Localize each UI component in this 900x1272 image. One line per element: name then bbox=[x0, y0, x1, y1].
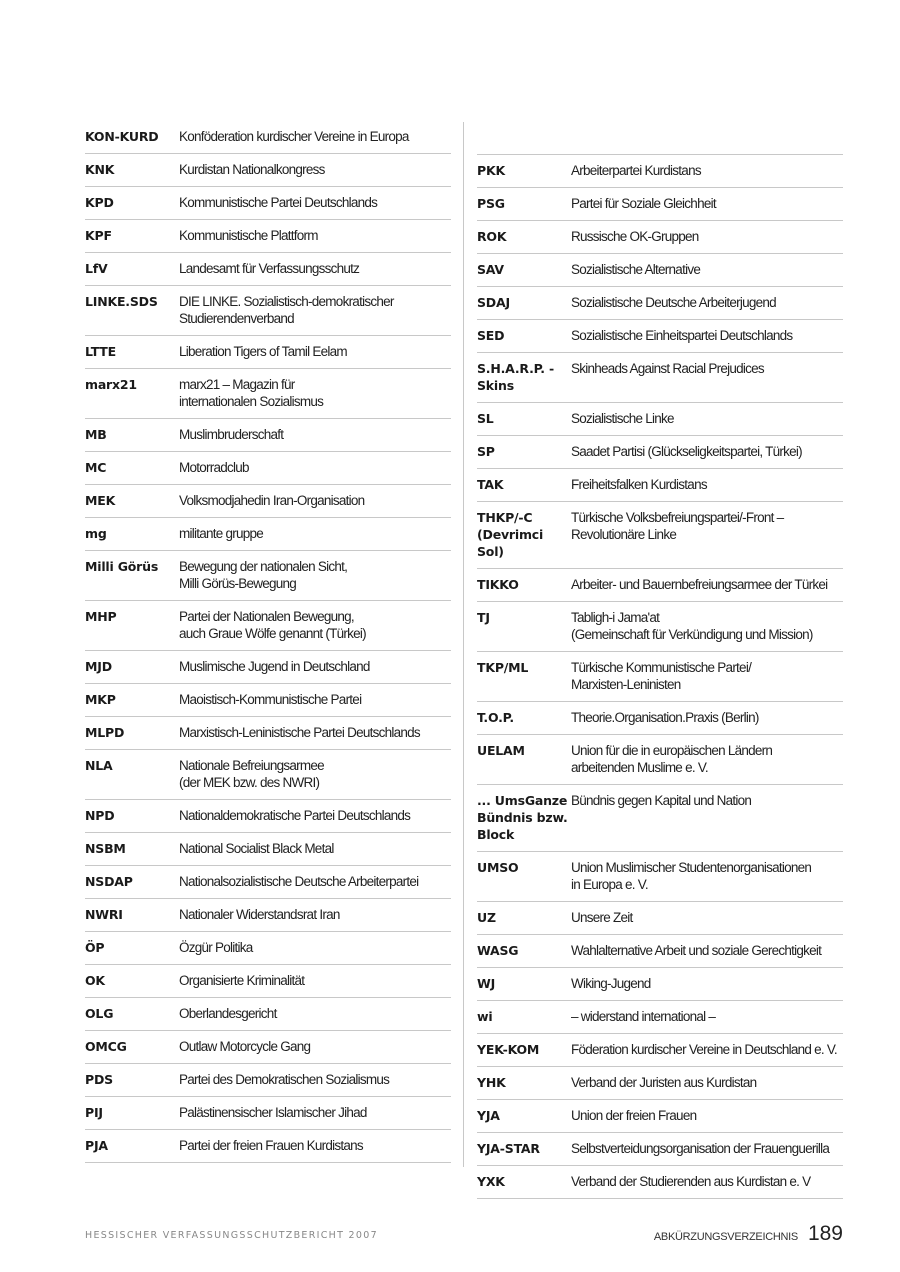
abbreviation: PKK bbox=[477, 163, 505, 178]
abbreviation-entry bbox=[85, 833, 451, 866]
abbreviation-entry bbox=[85, 651, 451, 684]
abbreviation: YHK bbox=[477, 1075, 506, 1090]
definition: Wahlalternative Arbeit und soziale Gerechtigkeit bbox=[571, 943, 822, 958]
definition: Marxistisch-Leninistische Partei Deutschlands bbox=[179, 725, 420, 740]
abbreviation: MKP bbox=[85, 692, 116, 707]
abbreviation: YJA bbox=[477, 1108, 500, 1123]
abbreviation-entry bbox=[477, 1067, 843, 1100]
abbreviation: SDAJ bbox=[477, 295, 510, 310]
abbreviation-entry bbox=[477, 902, 843, 935]
definition: Bewegung der nationalen Sicht, Milli Görüs-Bewegung bbox=[179, 559, 348, 591]
abbreviation: OLG bbox=[85, 1006, 114, 1021]
definition: Partei der Nationalen Bewegung, auch Graue Wölfe genannt (Türkei) bbox=[179, 609, 366, 641]
abbreviation: NWRI bbox=[85, 907, 123, 922]
definition: Sozialistische Linke bbox=[571, 411, 674, 426]
abbreviation-entry bbox=[477, 254, 843, 287]
abbreviation-entry bbox=[477, 852, 843, 902]
abbreviation-entry bbox=[477, 968, 843, 1001]
abbreviation: S.H.A.R.P. - Skins bbox=[477, 361, 554, 393]
abbreviation: NSDAP bbox=[85, 874, 133, 889]
abbreviation-entry bbox=[85, 684, 451, 717]
abbreviation-entry bbox=[477, 1034, 843, 1067]
abbreviation: T.O.P. bbox=[477, 710, 514, 725]
definition: Sozialistische Alternative bbox=[571, 262, 701, 277]
abbreviation: MLPD bbox=[85, 725, 125, 740]
abbreviation: YJA-STAR bbox=[477, 1141, 540, 1156]
abbreviation: SL bbox=[477, 411, 494, 426]
abbreviation-entry bbox=[477, 735, 843, 785]
abbreviation-entry bbox=[477, 569, 843, 602]
abbreviation: OK bbox=[85, 973, 105, 988]
abbreviation: PSG bbox=[477, 196, 505, 211]
abbreviation-entry bbox=[85, 932, 451, 965]
abbreviation-entry bbox=[477, 1001, 843, 1034]
abbreviation: SAV bbox=[477, 262, 504, 277]
abbreviation: PDS bbox=[85, 1072, 113, 1087]
footer-publication-title: HESSISCHER VERFASSUNGSSCHUTZBERICHT 2007 bbox=[85, 1230, 378, 1241]
abbreviation-entry bbox=[477, 436, 843, 469]
definition: Partei des Demokratischen Sozialismus bbox=[179, 1072, 390, 1087]
abbreviation-entry bbox=[85, 220, 451, 253]
abbreviation: WASG bbox=[477, 943, 519, 958]
definition: Union Muslimischer Studentenorganisationen in Europa e. V. bbox=[571, 860, 812, 892]
abbreviation-entry bbox=[85, 419, 451, 452]
abbreviation-entry bbox=[477, 1166, 843, 1199]
definition: DIE LINKE. Sozialistisch-demokratischer Studierendenverband bbox=[179, 294, 394, 326]
abbreviation: marx21 bbox=[85, 377, 137, 392]
abbreviation: KPD bbox=[85, 195, 114, 210]
abbreviation-entry bbox=[477, 221, 843, 254]
abbreviation: PJA bbox=[85, 1138, 108, 1153]
abbreviation: KNK bbox=[85, 162, 115, 177]
definition: Selbstverteidungsorganisation der Frauenguerilla bbox=[571, 1141, 830, 1156]
definition: Kurdistan Nationalkongress bbox=[179, 162, 325, 177]
abbreviation-entry bbox=[85, 452, 451, 485]
abbreviation-entry bbox=[85, 551, 451, 601]
abbreviation: KPF bbox=[85, 228, 112, 243]
definition: Muslimische Jugend in Deutschland bbox=[179, 659, 370, 674]
abbreviation-entry bbox=[85, 1064, 451, 1097]
abbreviation-entry bbox=[85, 485, 451, 518]
abbreviation: LTTE bbox=[85, 344, 116, 359]
abbreviation-entry bbox=[85, 1130, 451, 1163]
abbreviation-entry bbox=[85, 187, 451, 220]
definition: Verband der Juristen aus Kurdistan bbox=[571, 1075, 757, 1090]
abbreviation: OMCG bbox=[85, 1039, 127, 1054]
abbreviation: wi bbox=[477, 1009, 493, 1024]
abbreviation-list-right bbox=[477, 121, 843, 1199]
abbreviation: NLA bbox=[85, 758, 113, 773]
abbreviation-entry bbox=[85, 1031, 451, 1064]
definition: Sozialistische Deutsche Arbeiterjugend bbox=[571, 295, 776, 310]
abbreviation-entry bbox=[85, 518, 451, 551]
definition: Partei für Soziale Gleichheit bbox=[571, 196, 716, 211]
abbreviation: UZ bbox=[477, 910, 496, 925]
abbreviation-entry bbox=[85, 336, 451, 369]
abbreviation-entry bbox=[477, 602, 843, 652]
abbreviation: SP bbox=[477, 444, 495, 459]
abbreviation-entry bbox=[477, 353, 843, 403]
abbreviation-entry bbox=[477, 935, 843, 968]
definition: Nationale Befreiungsarmee (der MEK bzw. des NWRI) bbox=[179, 758, 324, 790]
definition: Union der freien Frauen bbox=[571, 1108, 697, 1123]
definition: – widerstand international – bbox=[571, 1009, 716, 1024]
definition: Föderation kurdischer Vereine in Deutschland e. V. bbox=[571, 1042, 837, 1057]
definition: Tabligh-i Jama'at (Gemeinschaft für Verkündigung und Mission) bbox=[571, 610, 813, 642]
abbreviation: MEK bbox=[85, 493, 116, 508]
abbreviation: LINKE.SDS bbox=[85, 294, 158, 309]
abbreviation-entry bbox=[85, 1097, 451, 1130]
definition: Özgür Politika bbox=[179, 940, 253, 955]
abbreviation: YEK-KOM bbox=[477, 1042, 540, 1057]
abbreviation-entry bbox=[85, 866, 451, 899]
definition: Freiheitsfalken Kurdistans bbox=[571, 477, 707, 492]
abbreviation: PIJ bbox=[85, 1105, 103, 1120]
definition: Wiking-Jugend bbox=[571, 976, 651, 991]
definition: Nationalsozialistische Deutsche Arbeiterpartei bbox=[179, 874, 419, 889]
definition: Outlaw Motorcycle Gang bbox=[179, 1039, 311, 1054]
abbreviation: TJ bbox=[477, 610, 490, 625]
abbreviation-entry bbox=[85, 800, 451, 833]
abbreviation: ÖP bbox=[85, 940, 105, 955]
definition: Sozialistische Einheitspartei Deutschlands bbox=[571, 328, 793, 343]
definition: Nationaler Widerstandsrat Iran bbox=[179, 907, 340, 922]
definition: Landesamt für Verfassungsschutz bbox=[179, 261, 360, 276]
abbreviation-list-left bbox=[85, 121, 451, 1163]
abbreviation: TAK bbox=[477, 477, 504, 492]
abbreviation-entry bbox=[477, 1100, 843, 1133]
definition: Saadet Partisi (Glückseligkeitspartei, Türkei) bbox=[571, 444, 802, 459]
definition: Kommunistische Plattform bbox=[179, 228, 318, 243]
definition: Palästinensischer Islamischer Jihad bbox=[179, 1105, 367, 1120]
footer-right bbox=[654, 1222, 843, 1246]
definition: Bündnis gegen Kapital und Nation bbox=[571, 793, 752, 808]
definition: marx21 – Magazin für internationalen Sozialismus bbox=[179, 377, 324, 409]
abbreviation-entry bbox=[477, 154, 843, 188]
abbreviation-entry bbox=[477, 502, 843, 569]
definition: Partei der freien Frauen Kurdistans bbox=[179, 1138, 363, 1153]
abbreviation: UMSO bbox=[477, 860, 519, 875]
definition: Unsere Zeit bbox=[571, 910, 633, 925]
abbreviation-entry bbox=[85, 121, 451, 154]
definition: National Socialist Black Metal bbox=[179, 841, 334, 856]
abbreviation-entry bbox=[477, 403, 843, 436]
abbreviation: TIKKO bbox=[477, 577, 519, 592]
definition: militante gruppe bbox=[179, 526, 264, 541]
abbreviation: MC bbox=[85, 460, 107, 475]
abbreviation: mg bbox=[85, 526, 107, 541]
abbreviation: ROK bbox=[477, 229, 507, 244]
abbreviation-entry bbox=[85, 369, 451, 419]
footer-section-title: ABKÜRZUNGSVERZEICHNIS bbox=[653, 1231, 798, 1243]
definition: Maoistisch-Kommunistische Partei bbox=[179, 692, 362, 707]
abbreviation-entry bbox=[85, 601, 451, 651]
abbreviation: WJ bbox=[477, 976, 496, 991]
definition: Union für die in europäischen Ländern arbeitenden Muslime e. V. bbox=[571, 743, 773, 775]
abbreviation: YXK bbox=[477, 1174, 505, 1189]
abbreviation-entry bbox=[477, 1133, 843, 1166]
definition: Arbeiterpartei Kurdistans bbox=[571, 163, 701, 178]
abbreviation: NSBM bbox=[85, 841, 126, 856]
abbreviation-entry bbox=[85, 154, 451, 187]
abbreviation-entry bbox=[477, 652, 843, 702]
abbreviation: NPD bbox=[85, 808, 115, 823]
abbreviation-entry bbox=[477, 287, 843, 320]
abbreviation-entry bbox=[477, 188, 843, 221]
abbreviation-entry bbox=[85, 717, 451, 750]
definition: Theorie.Organisation.Praxis (Berlin) bbox=[571, 710, 759, 725]
abbreviation: Milli Görüs bbox=[85, 559, 159, 574]
definition: Verband der Studierenden aus Kurdistan e. V bbox=[571, 1174, 811, 1189]
definition: Türkische Volksbefreiungspartei/-Front – Revolutionäre Linke bbox=[571, 510, 784, 542]
abbreviation-entry bbox=[477, 320, 843, 353]
definition: Organisierte Kriminalität bbox=[179, 973, 305, 988]
definition: Kommunistische Partei Deutschlands bbox=[179, 195, 378, 210]
definition: Konföderation kurdischer Vereine in Europa bbox=[179, 129, 409, 144]
abbreviation-entry bbox=[85, 750, 451, 800]
abbreviation: KON-KURD bbox=[85, 129, 159, 144]
abbreviation: UELAM bbox=[477, 743, 525, 758]
page-number: 189 bbox=[807, 1222, 843, 1245]
abbreviation: SED bbox=[477, 328, 505, 343]
definition: Motorradclub bbox=[179, 460, 249, 475]
abbreviation-entry bbox=[477, 785, 843, 852]
abbreviation: THKP/-C (Devrimci Sol) bbox=[477, 510, 544, 559]
abbreviation: MB bbox=[85, 427, 107, 442]
column-divider bbox=[463, 122, 464, 1167]
definition: Skinheads Against Racial Prejudices bbox=[571, 361, 764, 376]
abbreviation-entry bbox=[85, 253, 451, 286]
abbreviation-entry bbox=[477, 702, 843, 735]
definition: Arbeiter- und Bauernbefreiungsarmee der Türkei bbox=[571, 577, 828, 592]
abbreviation: MHP bbox=[85, 609, 117, 624]
abbreviation-entry bbox=[85, 899, 451, 932]
abbreviation-entry bbox=[85, 286, 451, 336]
abbreviation: MJD bbox=[85, 659, 112, 674]
definition: Oberlandesgericht bbox=[179, 1006, 277, 1021]
definition: Türkische Kommunistische Partei/ Marxisten-Leninisten bbox=[571, 660, 752, 692]
definition: Russische OK-Gruppen bbox=[571, 229, 699, 244]
definition: Volksmodjahedin Iran-Organisation bbox=[179, 493, 365, 508]
definition: Nationaldemokratische Partei Deutschlands bbox=[179, 808, 411, 823]
abbreviation: TKP/ML bbox=[477, 660, 529, 675]
abbreviation-entry bbox=[85, 998, 451, 1031]
abbreviation: LfV bbox=[85, 261, 108, 276]
abbreviation-entry bbox=[85, 965, 451, 998]
definition: Liberation Tigers of Tamil Eelam bbox=[179, 344, 347, 359]
definition: Muslimbruderschaft bbox=[179, 427, 284, 442]
abbreviation: ... UmsGanze Bündnis bzw. Block bbox=[477, 793, 568, 842]
abbreviation-entry bbox=[477, 469, 843, 502]
